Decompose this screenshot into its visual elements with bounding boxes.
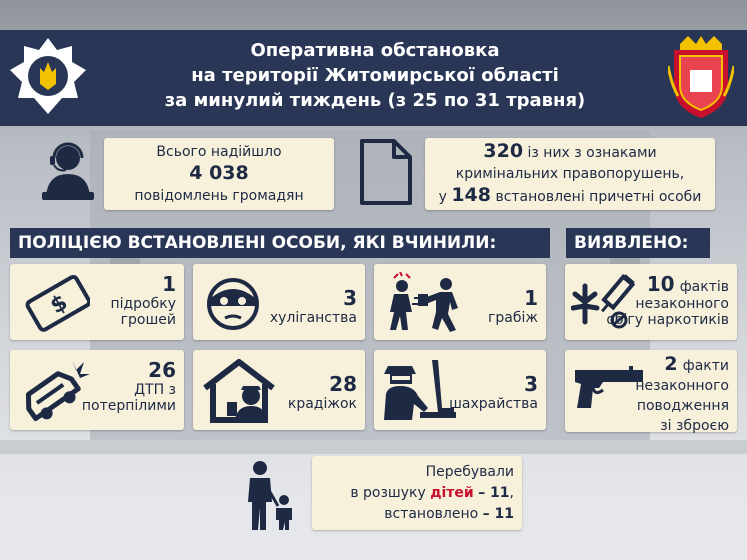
wanted-children-word: дітей (430, 485, 474, 501)
parent-child-icon (244, 460, 296, 532)
hooligan-count: 3 (343, 286, 357, 310)
criminal-text-2: кримінальних правопорушень, (455, 166, 685, 182)
title-line-1: Оперативна обстановка (250, 40, 500, 61)
forgery-label-1: підробку (110, 296, 176, 312)
total-reports-unit: повідомлень громадян (134, 188, 304, 204)
dtp-count: 26 (148, 358, 176, 382)
drugs-label-2: незаконного (635, 296, 729, 312)
call-operator-icon (40, 140, 96, 202)
weapons-label-4: зі зброєю (660, 418, 729, 434)
forgery-card (10, 264, 184, 340)
title-line-3: за минулий тиждень (з 25 по 31 травня) (164, 90, 586, 111)
total-reports-value: 4 038 (189, 162, 249, 184)
hacker-icon (380, 356, 460, 424)
weapons-count: 2 (664, 353, 678, 375)
wanted-line-2d: , (509, 485, 514, 501)
found-count: – 11 (482, 506, 514, 522)
robbery-label: грабіж (488, 310, 538, 326)
fraud-count: 3 (524, 372, 538, 396)
dtp-label-2: потерпілими (81, 398, 176, 414)
theft-count: 28 (329, 372, 357, 396)
criminal-text-3: встановлені причетні особи (495, 189, 702, 205)
section-police-identified: ПОЛІЦІЄЮ ВСТАНОВЛЕНІ ОСОБИ, ЯКІ ВЧИНИЛИ: (10, 228, 550, 258)
wanted-children-card (312, 456, 522, 530)
wanted-children-count: – 11 (478, 485, 510, 501)
weapons-unit: факти (682, 358, 729, 374)
document-icon (358, 137, 414, 207)
criminal-offences-card (425, 138, 715, 210)
police-logo-icon (8, 36, 88, 116)
coat-of-arms-icon (668, 36, 734, 120)
weapons-label-3: поводження (636, 398, 729, 414)
dtp-label-1: ДТП з (134, 382, 176, 398)
page-title (150, 38, 600, 113)
drugs-unit: фактів (679, 279, 729, 295)
forgery-label-2: грошей (120, 312, 176, 328)
found-label: встановлено (384, 506, 479, 522)
hooligan-card (193, 264, 365, 340)
dtp-card (10, 350, 184, 430)
criminal-count: 320 (483, 140, 524, 162)
section-revealed: ВИЯВЛЕНО: (566, 228, 710, 258)
weapons-card (565, 350, 737, 432)
weapons-label-2: незаконного (635, 378, 729, 394)
header-banner (0, 30, 747, 126)
hooligan-label: хуліганства (269, 310, 357, 326)
title-line-2: на території Житомирської області (191, 65, 559, 86)
total-reports-label: Всього надійшло (156, 144, 282, 160)
robbery-icon (380, 272, 466, 334)
wanted-line-1: Перебували (425, 464, 514, 480)
total-reports-card (104, 138, 334, 210)
money-icon (24, 274, 90, 332)
identified-count: 148 (451, 184, 491, 206)
criminal-text-1: із них з ознаками (527, 145, 657, 161)
fraud-card (374, 350, 546, 430)
wanted-line-2a: в розшуку (350, 485, 426, 501)
drugs-label-3: обігу наркотиків (606, 312, 729, 328)
drugs-count: 10 (646, 272, 675, 296)
house-thief-icon (199, 356, 287, 424)
theft-label: крадіжок (287, 396, 357, 412)
criminal-prefix: у (438, 189, 447, 205)
fraud-label: шахрайства (449, 396, 538, 412)
svg-text:$: $ (46, 290, 72, 320)
forgery-count: 1 (162, 272, 176, 296)
robbery-card (374, 264, 546, 340)
theft-card (193, 350, 365, 430)
masked-face-icon (203, 272, 263, 334)
robbery-count: 1 (524, 286, 538, 310)
drugs-card (565, 264, 737, 340)
